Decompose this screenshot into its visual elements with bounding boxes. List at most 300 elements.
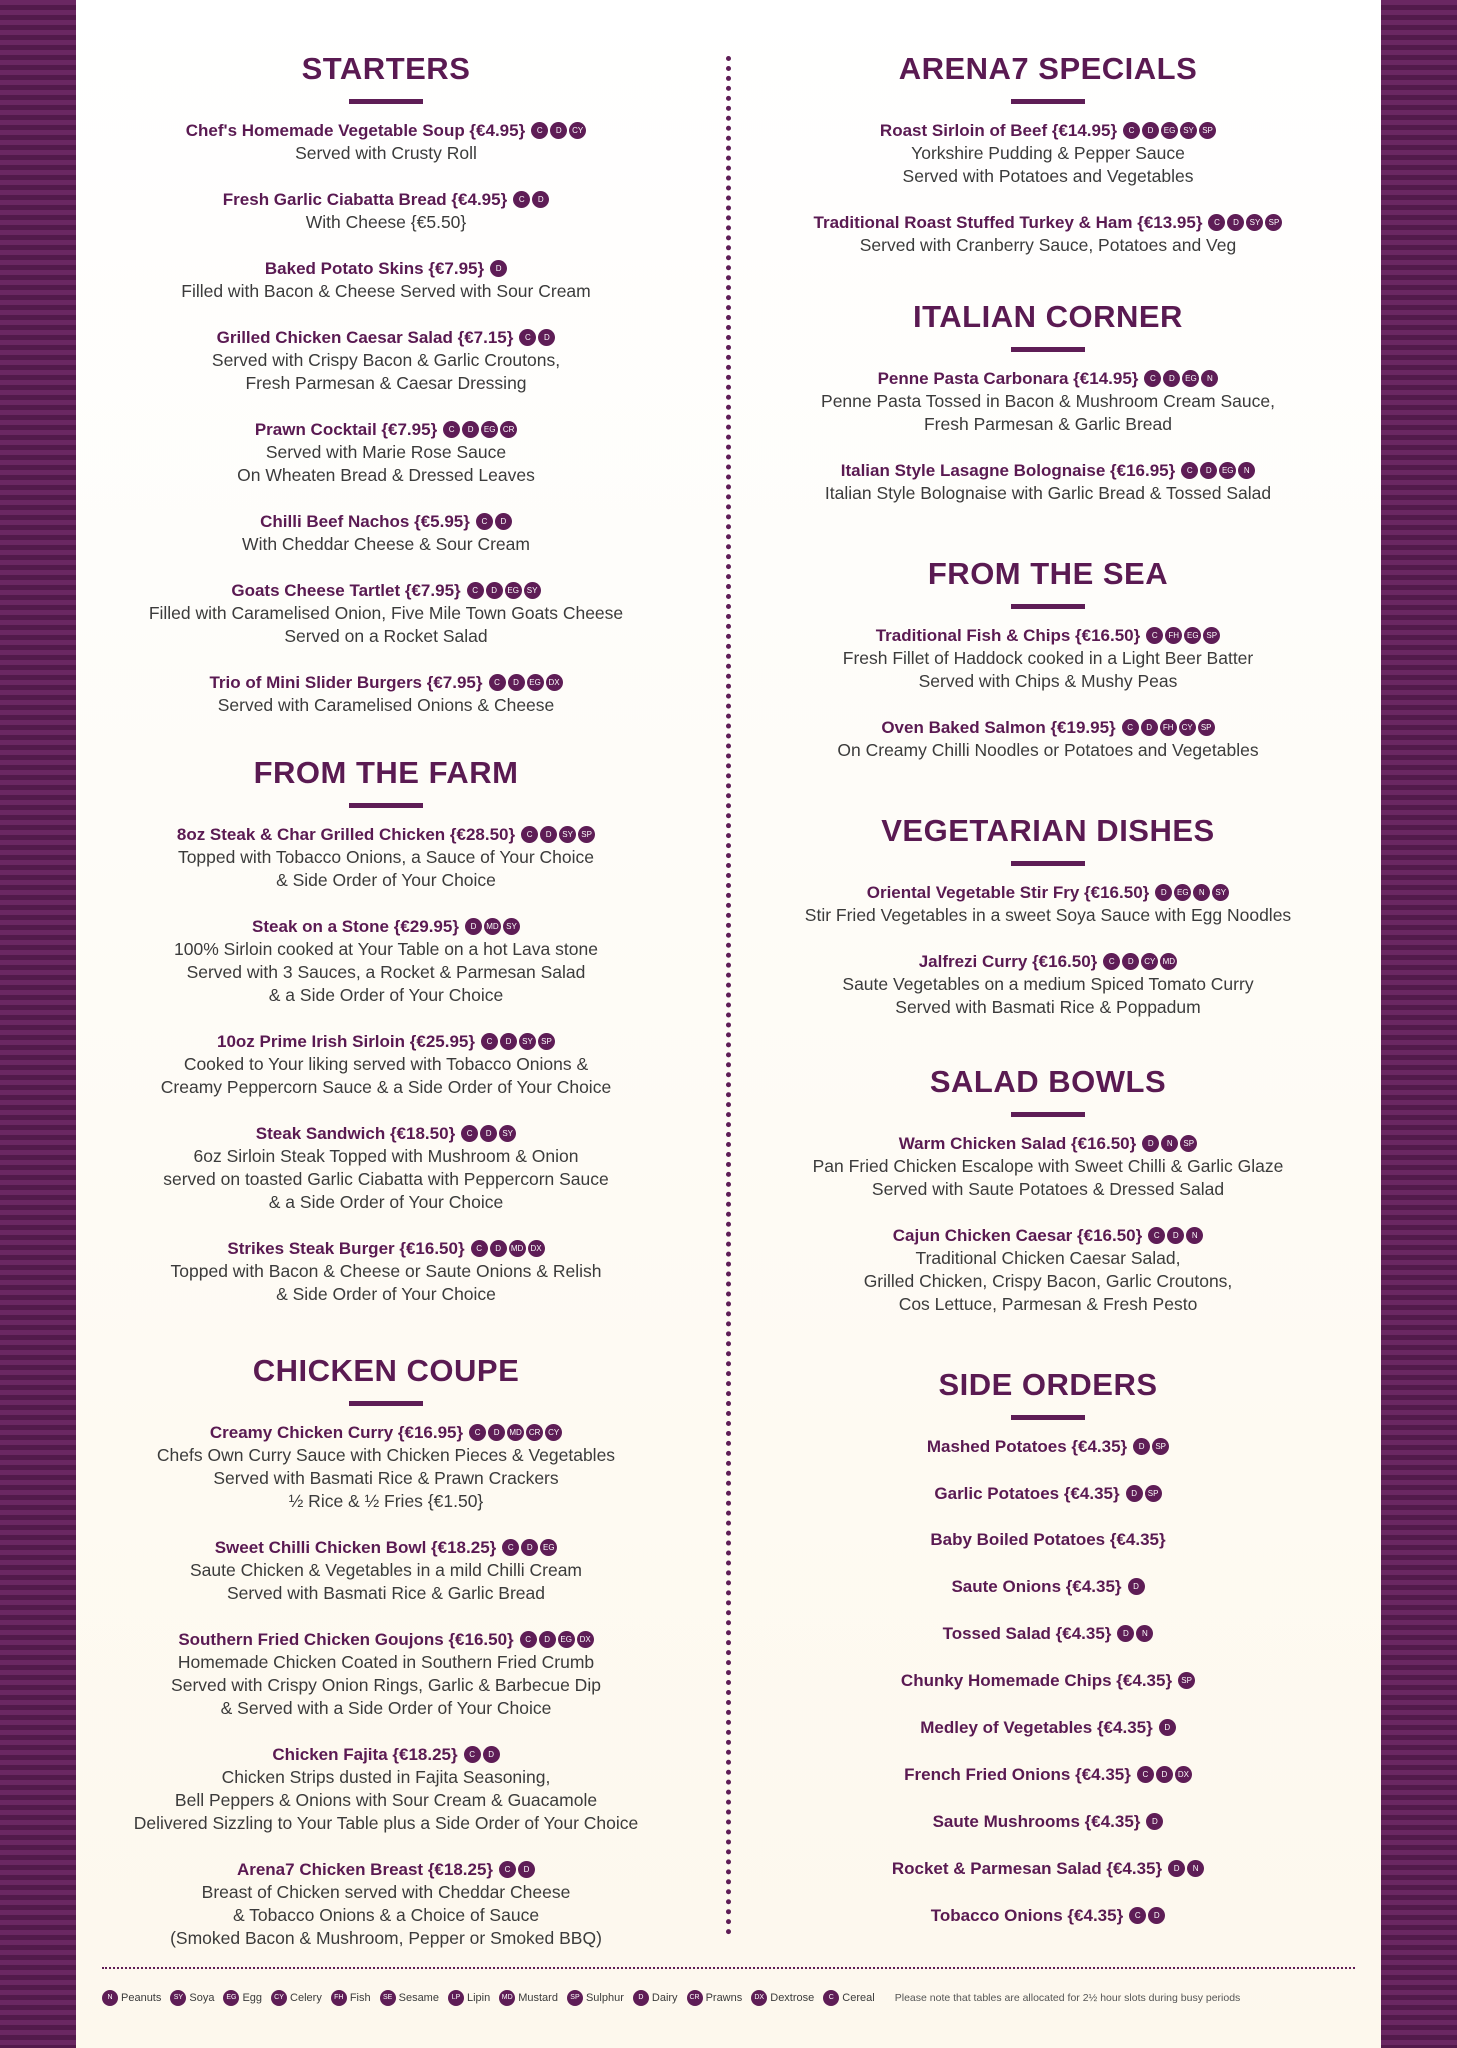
menu-item-description: Served with Saute Potatoes & Dressed Salad <box>871 1179 1225 1200</box>
allergen-badges <box>1135 1762 1192 1785</box>
allergen-badge: LP <box>448 1990 464 2006</box>
legend-entry <box>751 1990 814 2006</box>
allergen-badge: N <box>102 1990 118 2006</box>
menu-item-description: Filled with Bacon & Cheese Served with Sour Cream <box>181 281 591 302</box>
menu-item-name <box>106 1236 666 1260</box>
legend-entry <box>448 1990 490 2006</box>
allergen-badge: C <box>1208 214 1225 231</box>
menu-item-description: & Tobacco Onions & a Choice of Sauce <box>232 1905 540 1926</box>
allergen-badge: MD <box>484 918 501 935</box>
menu-item-description: Creamy Peppercorn Sauce & a Side Order of Your Choice <box>160 1077 612 1098</box>
menu-item-description: Cos Lettuce, Parmesan & Fresh Pesto <box>898 1294 1198 1315</box>
allergen-badge: D <box>1133 1438 1150 1455</box>
menu-item <box>106 1029 666 1099</box>
allergen-badge: D <box>1142 1135 1159 1152</box>
legend-items <box>102 1992 884 2004</box>
allergen-badges <box>1140 1131 1197 1154</box>
legend-entry <box>823 1990 874 2006</box>
menu-item <box>106 118 666 165</box>
menu-item-description: Served with Caramelised Onions & Cheese <box>217 695 555 716</box>
allergen-badge: D <box>538 329 555 346</box>
menu-item-description: Served with Potatoes and Vegetables <box>902 166 1194 187</box>
menu-item-name <box>106 187 666 211</box>
allergen-badge: EG <box>558 1631 575 1648</box>
menu-item-description: & Served with a Side Order of Your Choice <box>220 1698 552 1719</box>
menu-item-name <box>106 256 666 280</box>
allergen-badges <box>1206 210 1282 233</box>
legend-entry <box>633 1990 678 2006</box>
menu-item-description: Served with Basmati Rice & Poppadum <box>895 997 1201 1018</box>
allergen-badge: SP <box>1199 122 1216 139</box>
menu-item <box>106 325 666 395</box>
allergen-badges <box>1144 623 1220 646</box>
menu-item-description: Served with Cranberry Sauce, Potatoes and Veg <box>859 235 1237 256</box>
allergen-badge: N <box>1136 1625 1153 1642</box>
allergen-badge: D <box>1122 953 1139 970</box>
menu-item <box>768 1131 1328 1201</box>
allergen-badge: SP <box>567 1990 583 2006</box>
section-title: FROM THE SEA <box>927 556 1169 591</box>
menu-item-description: 100% Sirloin cooked at Your Table on a hot Lava stone <box>174 939 598 960</box>
menu-item-name <box>768 949 1328 973</box>
menu-item <box>768 949 1328 1019</box>
left-border-stripe <box>0 0 76 2048</box>
section-title: VEGETARIAN DISHES <box>881 813 1215 848</box>
allergen-badge: EG <box>505 582 522 599</box>
allergen-badges <box>1144 1809 1163 1832</box>
menu-item <box>768 623 1328 693</box>
allergen-badges <box>462 1742 500 1765</box>
menu-item-description: Breast of Chicken served with Cheddar Cheese <box>201 1882 571 1903</box>
section-title: STARTERS <box>301 51 471 86</box>
menu-item-description: Served with Marie Rose Sauce <box>265 442 507 463</box>
menu-item-name <box>768 1856 1328 1880</box>
menu-item-name <box>768 1528 1328 1551</box>
menu-item-title: Prawn Cocktail {€7.95} <box>254 420 438 440</box>
allergen-badges <box>467 1420 562 1443</box>
menu-item <box>106 417 666 487</box>
menu-item-name <box>106 1742 666 1766</box>
allergen-badges <box>465 578 541 601</box>
section-vegetarian-dishes <box>768 812 1328 1041</box>
allergen-badges <box>1124 1481 1162 1504</box>
allergen-badge: C <box>469 1424 486 1441</box>
allergen-badge: D <box>1156 1766 1173 1783</box>
allergen-badge: C <box>531 122 548 139</box>
allergen-badge: D <box>540 826 557 843</box>
allergen-badges <box>1101 949 1177 972</box>
allergen-badge: D <box>495 513 512 530</box>
section-title: SALAD BOWLS <box>929 1064 1167 1099</box>
allergen-badge: D <box>550 122 567 139</box>
allergen-badge: C <box>476 513 493 530</box>
allergen-badge: N <box>1187 1860 1204 1877</box>
item-list <box>106 118 666 717</box>
allergen-badge: D <box>1163 370 1180 387</box>
menu-item-name <box>768 1809 1328 1833</box>
allergen-badges <box>1179 458 1255 481</box>
allergen-badge: C <box>519 329 536 346</box>
item-list <box>768 623 1328 762</box>
menu-item-name <box>106 578 666 602</box>
menu-item-description: Pan Fried Chicken Escalope with Sweet Chilli & Garlic Glaze <box>812 1156 1284 1177</box>
allergen-badge: EG <box>1182 370 1199 387</box>
menu-item-title: Creamy Chicken Curry {€16.95} <box>209 1423 464 1443</box>
legend-entry <box>223 1990 262 2006</box>
menu-item-name <box>768 1223 1328 1247</box>
menu-item-description: Saute Chicken & Vegetables in a mild Chilli Cream <box>190 1560 582 1581</box>
menu-item-title: Southern Fried Chicken Goujons {€16.50} <box>178 1630 514 1650</box>
menu-item <box>768 715 1328 762</box>
menu-item-name <box>106 822 666 846</box>
allergen-badge: D <box>1126 1485 1143 1502</box>
allergen-badge: DX <box>528 1240 545 1257</box>
allergen-badge: C <box>1146 627 1163 644</box>
allergen-badge: EG <box>481 421 498 438</box>
menu-item <box>106 1742 666 1835</box>
allergen-badge: SP <box>1265 214 1282 231</box>
item-list <box>106 1420 666 1950</box>
allergen-badge: SY <box>524 582 541 599</box>
menu-item-name <box>768 118 1328 142</box>
menu-item <box>106 822 666 892</box>
item-list <box>768 118 1328 257</box>
section-chicken-coupe <box>106 1352 666 1972</box>
menu-item <box>768 1621 1328 1645</box>
allergen-badge: C <box>471 1240 488 1257</box>
allergen-badge: N <box>1238 462 1255 479</box>
section-italian-corner <box>768 298 1328 527</box>
menu-item-description: Served on a Rocket Salad <box>284 626 488 647</box>
menu-item-title: Oriental Vegetable Stir Fry {€16.50} <box>866 883 1150 903</box>
allergen-badge: D <box>1200 462 1217 479</box>
legend-label: Fish <box>349 1991 371 2004</box>
menu-item-description: Topped with Tobacco Onions, a Sauce of Your Choice <box>177 847 595 868</box>
legend-label: Prawns <box>705 1991 743 2004</box>
allergen-badge: CR <box>687 1990 703 2006</box>
menu-item-description: Stir Fried Vegetables in a sweet Soya Sauce with Egg Noodles <box>804 905 1292 926</box>
legend-entry <box>567 1990 624 2006</box>
legend-label: Cereal <box>842 1991 875 2004</box>
section-underline <box>1011 1112 1085 1117</box>
menu-item-description: Served with Basmati Rice & Prawn Crackers <box>213 1468 559 1489</box>
allergen-badges <box>1127 1903 1165 1926</box>
allergen-badge: MD <box>509 1240 526 1257</box>
menu-item-description: Served with Crusty Roll <box>295 143 477 164</box>
menu-item-description: (Smoked Bacon & Mushroom, Pepper or Smoked BBQ) <box>170 1928 602 1949</box>
legend-entry <box>170 1990 214 2006</box>
menu-item-title: Tobacco Onions {€4.35} <box>930 1906 1124 1926</box>
section-underline <box>1011 99 1085 104</box>
allergen-badge: SY <box>519 1033 536 1050</box>
allergen-badges <box>488 256 507 279</box>
allergen-badge: N <box>1193 884 1210 901</box>
allergen-badge: C <box>823 1990 839 2006</box>
allergen-badges <box>1131 1434 1169 1457</box>
menu-item-description: With Cheddar Cheese & Sour Cream <box>242 534 530 555</box>
menu-item-description: Penne Pasta Tossed in Bacon & Mushroom Cream Sauce, <box>821 391 1275 412</box>
menu-item-title: Warm Chicken Salad {€16.50} <box>898 1134 1137 1154</box>
allergen-badges <box>1166 1856 1204 1879</box>
allergen-badge: C <box>499 1861 516 1878</box>
allergen-badge: SY <box>1246 214 1263 231</box>
menu-item-description: Bell Peppers & Onions with Sour Cream & Guacamole <box>174 1790 598 1811</box>
menu-item-description: ½ Rice & ½ Fries {€1.50} <box>288 1491 484 1512</box>
menu-item-name <box>768 715 1328 739</box>
allergen-badges <box>517 325 555 348</box>
menu-item <box>768 1481 1328 1505</box>
item-list <box>768 1434 1328 1927</box>
allergen-badge: MD <box>499 1990 515 2006</box>
menu-item <box>768 1809 1328 1833</box>
menu-item-name <box>106 1535 666 1559</box>
menu-item-name <box>768 1481 1328 1505</box>
allergen-badge: MD <box>507 1424 524 1441</box>
allergen-badges <box>463 914 520 937</box>
menu-item-title: French Fried Onions {€4.35} <box>904 1765 1131 1785</box>
legend-label: Dextrose <box>770 1991 815 2004</box>
menu-item <box>768 118 1328 188</box>
allergen-badges <box>529 118 586 141</box>
menu-item-name <box>768 623 1328 647</box>
menu-item <box>106 670 666 717</box>
allergen-badge: C <box>481 1033 498 1050</box>
allergen-badges <box>518 1627 594 1650</box>
menu-item <box>106 1627 666 1720</box>
item-list <box>768 880 1328 1019</box>
menu-item <box>768 1762 1328 1786</box>
menu-item <box>106 578 666 648</box>
section-arena7-specials <box>768 50 1328 279</box>
menu-item-name <box>768 458 1328 482</box>
allergen-badges <box>479 1029 555 1052</box>
allergen-badges <box>1115 1621 1153 1644</box>
allergen-badge: D <box>490 260 507 277</box>
section-title: CHICKEN COUPE <box>252 1353 520 1388</box>
allergen-badge: SP <box>538 1033 555 1050</box>
menu-item-description: & Side Order of Your Choice <box>276 1284 496 1305</box>
menu-item-name <box>106 1420 666 1444</box>
allergen-badge: D <box>488 1424 505 1441</box>
allergen-badges <box>1176 1668 1195 1691</box>
menu-item <box>768 1856 1328 1880</box>
menu-item <box>106 1121 666 1214</box>
menu-item-title: Baby Boiled Potatoes {€4.35} <box>930 1530 1166 1550</box>
menu-item <box>768 1528 1328 1551</box>
menu-item-description: & a Side Order of Your Choice <box>268 1192 504 1213</box>
allergen-badge: C <box>513 191 530 208</box>
allergen-badge: D <box>1146 1813 1163 1830</box>
allergen-badge: SP <box>1178 1672 1195 1689</box>
allergen-badge: N <box>1201 370 1218 387</box>
section-title: ITALIAN CORNER <box>913 299 1183 334</box>
menu-item-title: Chunky Homemade Chips {€4.35} <box>900 1671 1173 1691</box>
allergen-badges <box>459 1121 516 1144</box>
allergen-badges <box>1126 1574 1145 1597</box>
legend-entry <box>271 1990 322 2006</box>
menu-item-description: & a Side Order of Your Choice <box>268 985 504 1006</box>
allergen-badge: N <box>1186 1227 1203 1244</box>
allergen-badge: C <box>520 1631 537 1648</box>
menu-item-description: 6oz Sirloin Steak Topped with Mushroom & Onion <box>193 1146 579 1167</box>
allergen-badge: SP <box>578 826 595 843</box>
section-title: ARENA7 SPECIALS <box>898 51 1198 86</box>
allergen-badge: D <box>1155 884 1172 901</box>
menu-item-description: Yorkshire Pudding & Pepper Sauce <box>911 143 1185 164</box>
allergen-badge: DX <box>1175 1766 1192 1783</box>
allergen-badge: EG <box>223 1990 239 2006</box>
menu-item-title: Medley of Vegetables {€4.35} <box>920 1718 1153 1738</box>
allergen-badge: C <box>1137 1766 1154 1783</box>
allergen-legend <box>102 1990 1362 2006</box>
menu-item-description: Served with Crispy Onion Rings, Garlic & Barbecue Dip <box>171 1675 601 1696</box>
item-list <box>106 822 666 1306</box>
menu-item-description: On Creamy Chilli Noodles or Potatoes and Vegetables <box>837 740 1259 761</box>
allergen-badge: C <box>1123 122 1140 139</box>
menu-item-title: Mashed Potatoes {€4.35} <box>926 1437 1128 1457</box>
allergen-badge: D <box>1128 1578 1145 1595</box>
allergen-badge: CY <box>1141 953 1158 970</box>
menu-item-title: Chef's Homemade Vegetable Soup {€4.95} <box>185 121 526 141</box>
allergen-badge: CR <box>500 421 517 438</box>
menu-item-name <box>106 1121 666 1145</box>
allergen-badge: CR <box>526 1424 543 1441</box>
menu-item <box>768 458 1328 505</box>
menu-item-title: Roast Sirloin of Beef {€14.95} <box>879 121 1118 141</box>
allergen-badge: D <box>486 582 503 599</box>
menu-item-title: Trio of Mini Slider Burgers {€7.95} <box>209 673 483 693</box>
section-starters <box>106 50 666 739</box>
menu-item-title: Jalfrezi Curry {€16.50} <box>918 952 1098 972</box>
section-side-orders <box>768 1366 1328 1950</box>
allergen-badge: D <box>1141 719 1158 736</box>
menu-item-title: 10oz Prime Irish Sirloin {€25.95} <box>217 1032 475 1052</box>
menu-item <box>106 187 666 234</box>
section-underline <box>1011 1415 1085 1420</box>
legend-label: Sulphur <box>585 1991 624 2004</box>
allergen-badge: D <box>1227 214 1244 231</box>
menu-item <box>768 366 1328 436</box>
menu-item-description: Served with Chips & Mushy Peas <box>918 671 1178 692</box>
allergen-badge: DX <box>751 1990 767 2006</box>
allergen-badge: CY <box>545 1424 562 1441</box>
allergen-badges <box>469 1236 545 1259</box>
allergen-badge: SP <box>1203 627 1220 644</box>
menu-item-description: Served with Crispy Bacon & Garlic Croutons, <box>211 350 561 371</box>
menu-item-description: Homemade Chicken Coated in Southern Fried Crumb <box>177 1652 595 1673</box>
menu-item-title: Traditional Roast Stuffed Turkey & Ham {€13.95} <box>813 213 1203 233</box>
allergen-badges <box>1153 880 1229 903</box>
menu-item-description: Chicken Strips dusted in Fajita Seasoning, <box>221 1767 551 1788</box>
menu-item-description: & Side Order of Your Choice <box>276 870 496 891</box>
allergen-badge: D <box>518 1861 535 1878</box>
allergen-badge: EG <box>1161 122 1178 139</box>
allergen-badge: D <box>1117 1625 1134 1642</box>
allergen-badge: FH <box>1160 719 1177 736</box>
section-underline <box>1011 347 1085 352</box>
allergen-badge: D <box>633 1990 649 2006</box>
menu-item <box>106 1420 666 1513</box>
section-title: SIDE ORDERS <box>938 1367 1158 1402</box>
legend-label: Egg <box>242 1991 263 2004</box>
menu-page <box>76 0 1381 2048</box>
allergen-badge: FH <box>331 1990 347 2006</box>
allergen-badge: C <box>1144 370 1161 387</box>
menu-item-description: Traditional Chicken Caesar Salad, <box>915 1248 1181 1269</box>
section-underline <box>349 1401 423 1406</box>
allergen-badge: EG <box>527 674 544 691</box>
allergen-badge: D <box>1168 1860 1185 1877</box>
allergen-badges <box>511 187 549 210</box>
allergen-badge: D <box>539 1631 556 1648</box>
menu-item-name <box>106 118 666 142</box>
allergen-badges <box>500 1535 557 1558</box>
menu-item-title: Goats Cheese Tartlet {€7.95} <box>231 581 461 601</box>
menu-item-name <box>106 1627 666 1651</box>
legend-entry <box>499 1990 558 2006</box>
allergen-badge: SE <box>380 1990 396 2006</box>
menu-item-name <box>768 880 1328 904</box>
allergen-badge: DX <box>577 1631 594 1648</box>
menu-item-name <box>768 1434 1328 1458</box>
menu-item-title: Steak on a Stone {€29.95} <box>252 917 459 937</box>
menu-item-title: Saute Onions {€4.35} <box>951 1577 1122 1597</box>
allergen-badge: D <box>462 421 479 438</box>
allergen-badge: C <box>464 1746 481 1763</box>
item-list <box>768 1131 1328 1316</box>
menu-item <box>768 1903 1328 1927</box>
menu-item-name <box>768 1903 1328 1927</box>
section-from-the-sea <box>768 555 1328 784</box>
allergen-badge: EG <box>1184 627 1201 644</box>
column-divider <box>726 56 731 1936</box>
menu-item-name <box>768 366 1328 390</box>
legend-label: Dairy <box>651 1991 678 2004</box>
allergen-badge: C <box>502 1539 519 1556</box>
legend-entry <box>380 1990 439 2006</box>
menu-item-title: Baked Potato Skins {€7.95} <box>264 259 485 279</box>
menu-item-name <box>768 210 1328 234</box>
menu-item-name <box>106 914 666 938</box>
allergen-badge: C <box>521 826 538 843</box>
menu-item <box>768 1434 1328 1458</box>
menu-item-name <box>768 1621 1328 1645</box>
menu-item-title: Fresh Garlic Ciabatta Bread {€4.95} <box>222 190 508 210</box>
allergen-badge: D <box>480 1125 497 1142</box>
menu-item-description: Fresh Fillet of Haddock cooked in a Light Beer Batter <box>842 648 1254 669</box>
allergen-badge: D <box>483 1746 500 1763</box>
menu-item <box>768 1223 1328 1316</box>
allergen-badge: D <box>500 1033 517 1050</box>
allergen-badge: SP <box>1152 1438 1169 1455</box>
menu-item-title: Steak Sandwich {€18.50} <box>255 1124 456 1144</box>
allergen-badge: D <box>465 918 482 935</box>
allergen-badge: C <box>1181 462 1198 479</box>
legend-label: Mustard <box>518 1991 558 2004</box>
menu-item-title: Chicken Fajita {€18.25} <box>272 1745 458 1765</box>
menu-item-description: With Cheese {€5.50} <box>305 212 467 233</box>
menu-item-name <box>106 417 666 441</box>
allergen-badge: C <box>1148 1227 1165 1244</box>
allergen-badge: C <box>489 674 506 691</box>
menu-item-description: Fresh Parmesan & Caesar Dressing <box>245 373 527 394</box>
allergen-badge: C <box>1129 1907 1146 1924</box>
section-title: FROM THE FARM <box>253 755 519 790</box>
allergen-badges <box>1146 1223 1203 1246</box>
menu-item-description: Served with Basmati Rice & Garlic Bread <box>226 1583 546 1604</box>
menu-item <box>106 1236 666 1306</box>
menu-item <box>106 1535 666 1605</box>
